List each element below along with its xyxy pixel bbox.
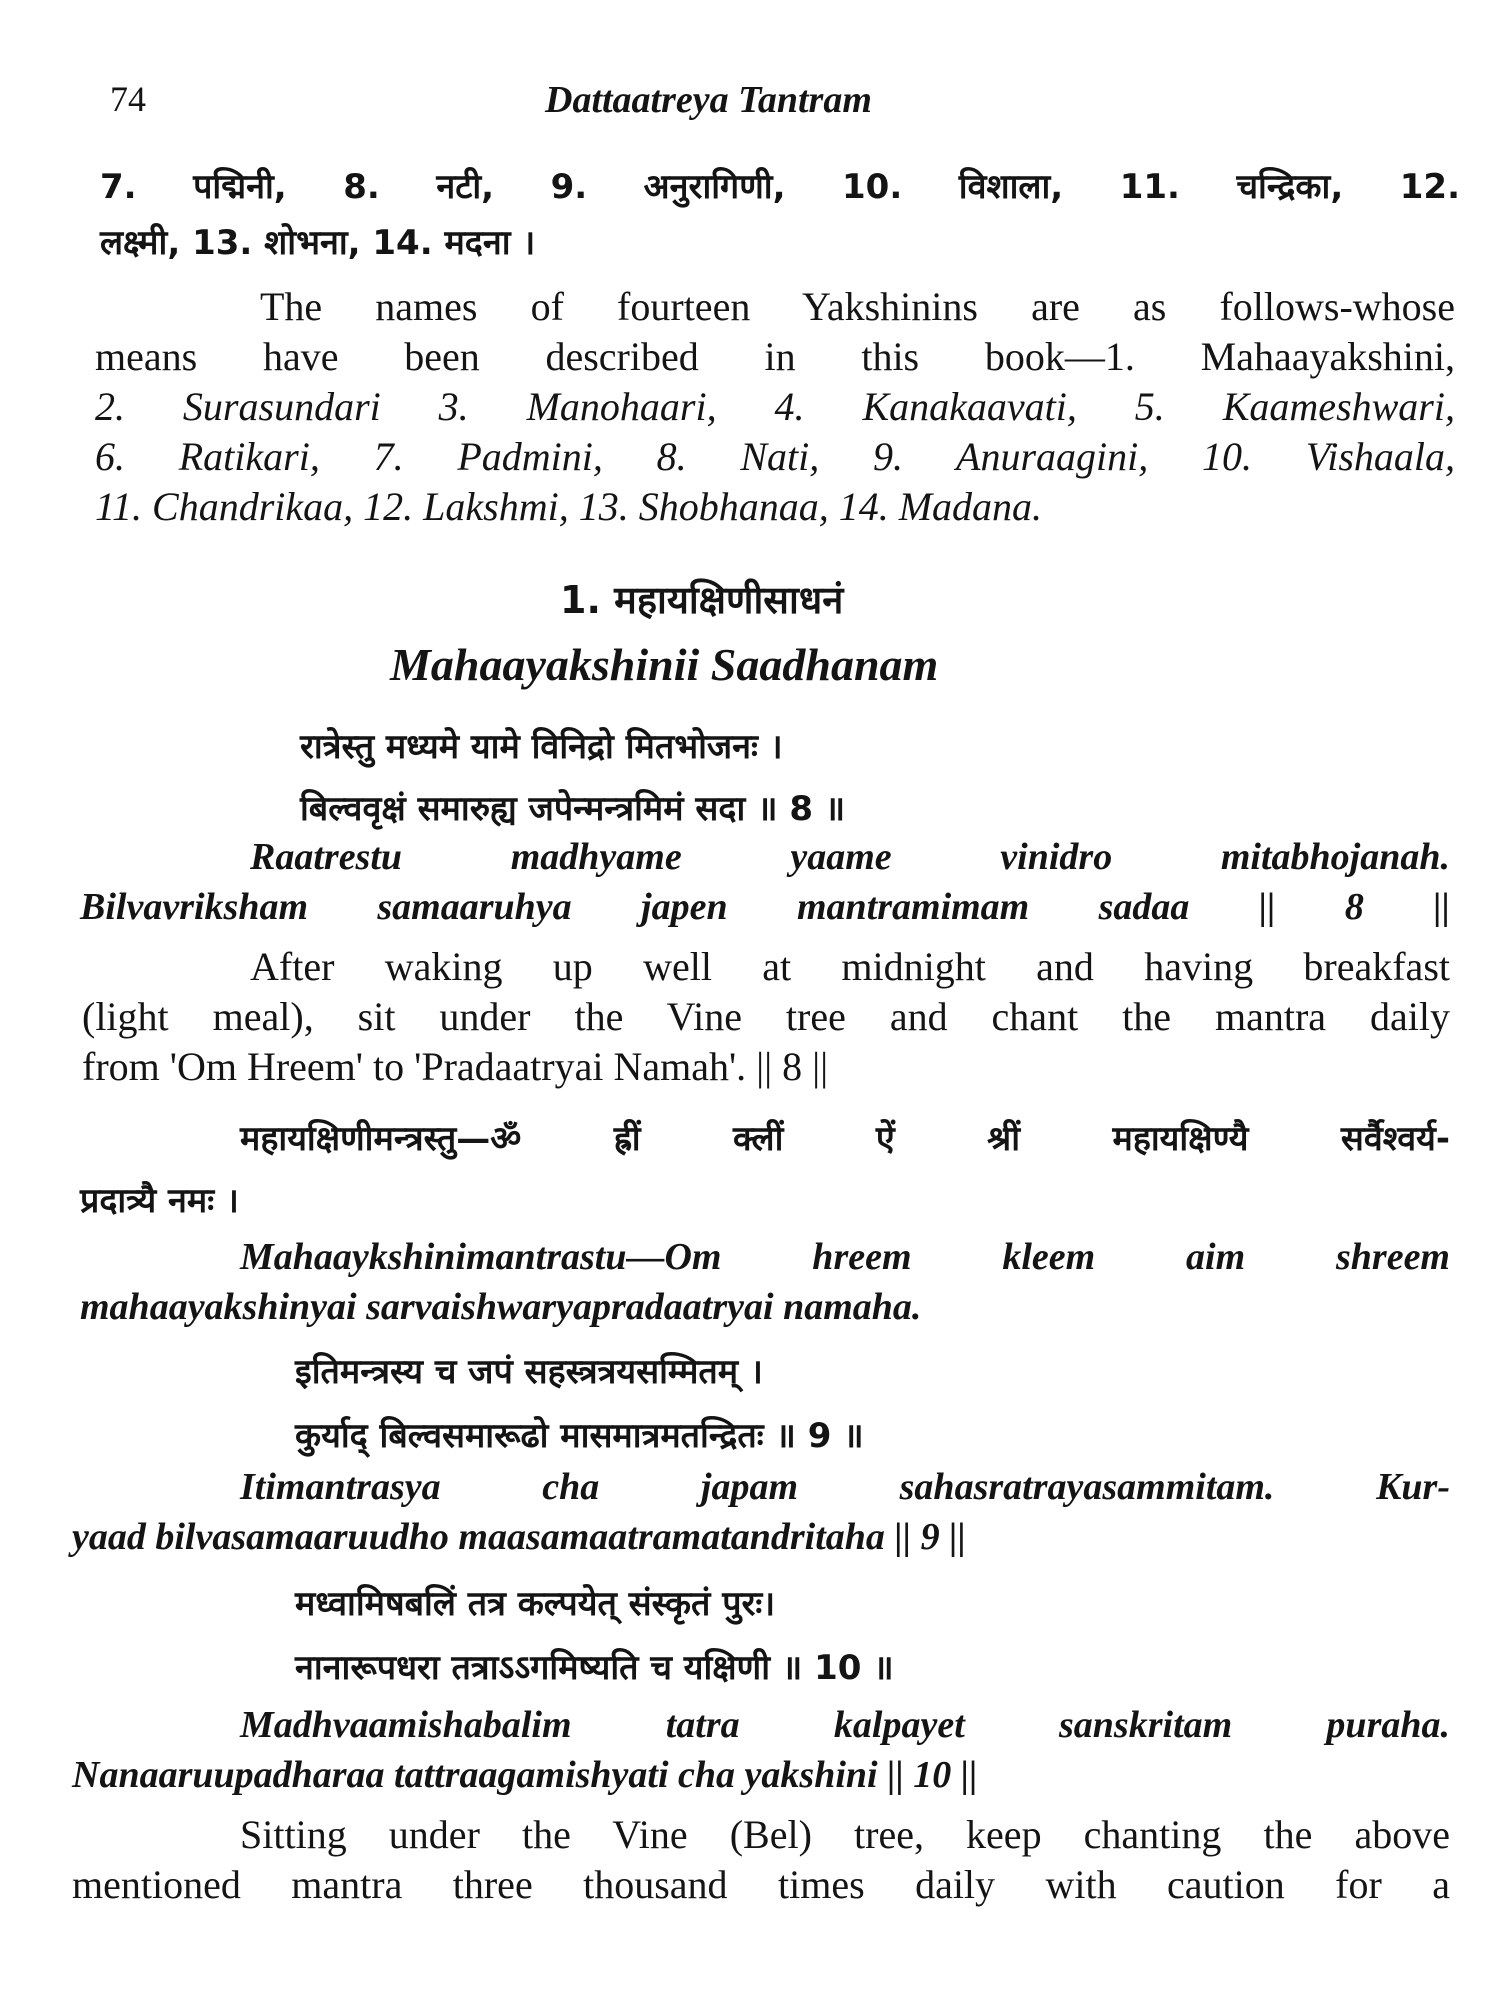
paragraph-line: The names of fourteen Yakshinins are as follows-whose xyxy=(260,284,1455,329)
translation-line: from 'Om Hreem' to 'Pradaatryai Namah'. || 8 || xyxy=(82,1044,829,1089)
section-title-sanskrit: 1. महायक्षिणीसाधनं xyxy=(560,578,844,622)
mantra-transliteration xyxy=(80,1232,1450,1332)
sanskrit-line: लक्ष्मी, 13. शोभना, 14. मदना । xyxy=(100,223,536,263)
verse-line: मध्वामिषबलिं तत्र कल्पयेत् संस्कृतं पुरः। xyxy=(295,1584,776,1624)
translation-line: (light meal), sit under the Vine tree and chant the mantra daily xyxy=(82,994,1450,1039)
sanskrit-line: 7. पद्मिनी, 8. नटी, 9. अनुरागिणी, 10. विशाला, 11. चन्द्रिका, 12. xyxy=(100,167,1460,207)
verse-8-translation xyxy=(82,942,1450,1092)
mantra-line: प्रदात्र्यै नमः । xyxy=(80,1181,239,1221)
transliteration-line: Nanaaruupadharaa tattraagamishyati cha yakshini || 10 || xyxy=(72,1754,978,1796)
verse-line: कुर्याद् बिल्वसमारूढो मासमात्रमतन्द्रितः ॥ 9 ॥ xyxy=(295,1416,864,1456)
verse-line: बिल्ववृक्षं समारुह्य जपेन्मन्त्रमिमं सदा ॥ 8 ॥ xyxy=(300,789,846,829)
verse-8-sanskrit xyxy=(300,716,845,840)
transliteration-line: Bilvavriksham samaaruhya japen mantramimam sadaa || 8 || xyxy=(80,886,1450,928)
verse-10-sanskrit xyxy=(295,1572,894,1700)
verse-line: नानारूपधरा तत्राऽऽगमिष्यति च यक्षिणी ॥ 10 ॥ xyxy=(295,1648,894,1688)
transliteration-line: yaad bilvasamaaruudho maasamaatramatandritaha || 9 || xyxy=(72,1516,966,1558)
paragraph-line: 2. Surasundari 3. Manohaari, 4. Kanakaavati, 5. Kaameshwari, xyxy=(95,384,1455,429)
mantra-line: महायक्षिणीमन्त्रस्तु—ॐ ह्रीं क्लीं ऐं श्रीं महायक्षिण्यै सर्वैश्वर्य- xyxy=(240,1119,1450,1159)
verse-9-transliteration xyxy=(72,1462,1450,1562)
verse-line: रात्रेस्तु मध्यमे यामे विनिद्रो मितभोजनः । xyxy=(300,727,783,767)
verse-line: इतिमन्त्रस्य च जपं सहस्त्रत्रयसम्मितम् । xyxy=(295,1352,763,1392)
intro-sanskrit xyxy=(100,162,1460,264)
verse-8-transliteration xyxy=(80,832,1450,932)
verse-10-transliteration xyxy=(72,1700,1450,1800)
paragraph-line: 11. Chandrikaa, 12. Lakshmi, 13. Shobhanaa, 14. Madana. xyxy=(95,484,1043,529)
translation-line: After waking up well at midnight and having breakfast xyxy=(250,944,1450,989)
translation-line: Sitting under the Vine (Bel) tree, keep chanting the above xyxy=(240,1812,1450,1857)
transliteration-line: Raatrestu madhyame yaame vinidro mitabhojanah. xyxy=(250,836,1450,878)
transliteration-line: Madhvaamishabalim tatra kalpayet sanskritam puraha. xyxy=(240,1704,1450,1746)
transliteration-line: Itimantrasya cha japam sahasratrayasammitam. Kur- xyxy=(240,1466,1450,1508)
paragraph-line: means have been described in this book—1. Mahaayakshini, xyxy=(95,334,1455,379)
transliteration-line: Mahaaykshinimantrastu—Om hreem kleem aim shreem xyxy=(240,1236,1450,1278)
paragraph-line: 6. Ratikari, 7. Padmini, 8. Nati, 9. Anuraagini, 10. Vishaala, xyxy=(95,434,1455,479)
intro-paragraph xyxy=(95,282,1455,532)
mantra-sanskrit xyxy=(80,1108,1450,1232)
book-title: Dattaatreya Tantram xyxy=(545,79,872,121)
page-number: 74 xyxy=(110,79,146,119)
translation-line: mentioned mantra three thousand times daily with caution for a xyxy=(72,1862,1450,1907)
verse-9-sanskrit xyxy=(295,1340,864,1468)
verse-10-translation xyxy=(72,1810,1450,1910)
transliteration-line: mahaayakshinyai sarvaishwaryapradaatryai namaha. xyxy=(80,1286,922,1328)
section-title-english: Mahaayakshinii Saadhanam xyxy=(390,639,939,690)
